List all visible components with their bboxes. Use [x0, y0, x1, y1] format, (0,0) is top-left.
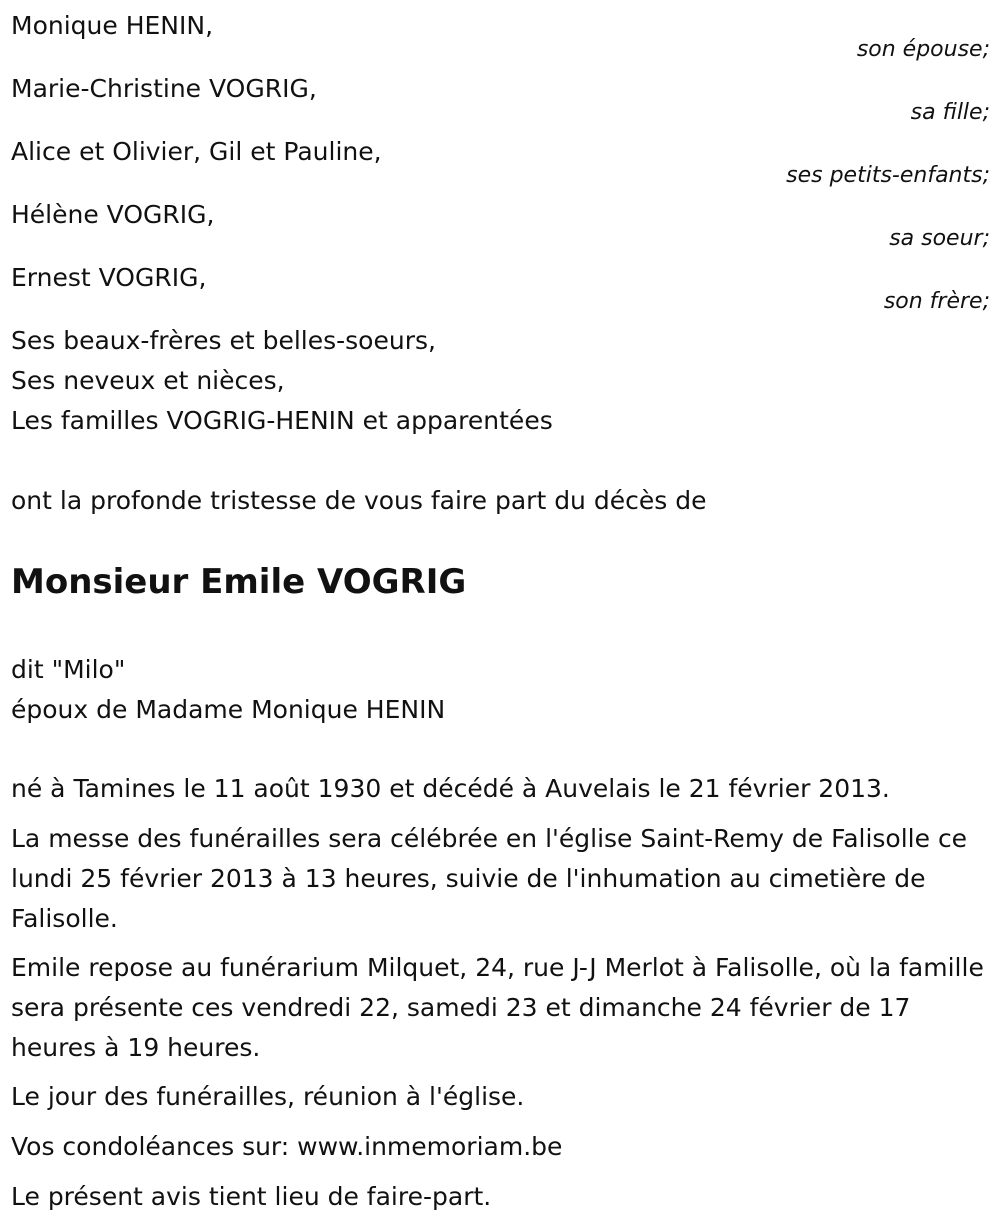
condolences-text: Vos condoléances sur: www.inmemoriam.be — [11, 1132, 563, 1161]
visitation-text: Emile repose au funérarium Milquet, 24, rue J-J Merlot à Falisolle, où la famille sera présente ces vendredi 22, samedi 23 et dimanche 24 février de 17 heures à 19 heures. — [11, 953, 984, 1062]
deceased-spouse: époux de Madame Monique HENIN — [11, 695, 446, 724]
family-name-3: Alice et Olivier, Gil et Pauline, — [11, 137, 382, 166]
family-relation-4: sa soeur; — [889, 226, 990, 251]
other-relatives-3: Les familles VOGRIG-HENIN et apparentées — [11, 406, 553, 435]
other-relatives-2: Ses neveux et nièces, — [11, 366, 285, 395]
meeting-text: Le jour des funérailles, réunion à l'église. — [11, 1082, 525, 1111]
family-name-1: Monique HENIN, — [11, 11, 214, 40]
family-name-5: Ernest VOGRIG, — [11, 263, 207, 292]
notice-text: Le présent avis tient lieu de faire-part. — [11, 1182, 492, 1211]
birth-death-text: né à Tamines le 11 août 1930 et décédé à Auvelais le 21 février 2013. — [11, 774, 890, 803]
deceased-nickname: dit "Milo" — [11, 655, 126, 684]
family-relation-5: son frère; — [883, 289, 990, 314]
deceased-name: Monsieur Emile VOGRIG — [11, 562, 467, 602]
family-relation-3: ses petits-enfants; — [786, 163, 990, 188]
family-relation-2: sa fille; — [910, 100, 990, 125]
other-relatives-1: Ses beaux-frères et belles-soeurs, — [11, 326, 436, 355]
funeral-text: La messe des funérailles sera célébrée en l'église Saint-Remy de Falisolle ce lundi 25 février 2013 à 13 heures, suivie de l'inhumation au cimetière de Falisolle. — [11, 824, 968, 933]
family-name-4: Hélène VOGRIG, — [11, 200, 215, 229]
family-relation-1: son épouse; — [856, 37, 990, 62]
announcement-text: ont la profonde tristesse de vous faire part du décès de — [11, 486, 707, 515]
family-name-2: Marie-Christine VOGRIG, — [11, 74, 317, 103]
